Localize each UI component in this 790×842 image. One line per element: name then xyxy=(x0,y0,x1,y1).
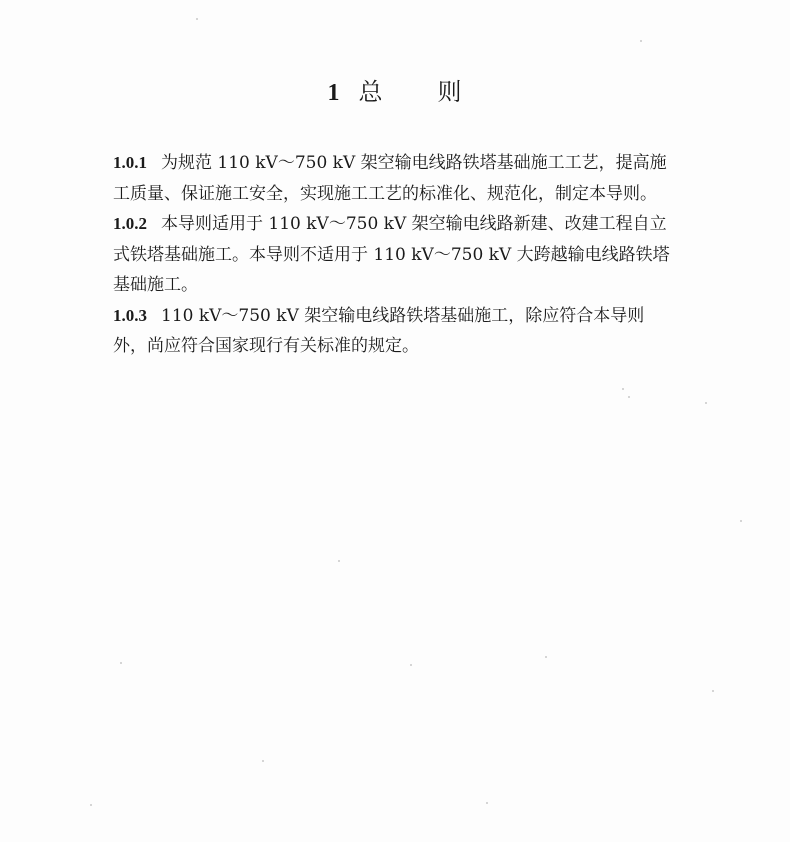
clause-text: 为规范 110 kV～750 kV 架空输电线路铁塔基础施工工艺，提高施工质量、保证施工安全，实现施工工艺的标准化、规范化，制定本导则。 xyxy=(113,153,667,204)
scan-speck xyxy=(545,656,547,658)
scan-speck xyxy=(622,388,624,390)
scan-speck xyxy=(338,560,340,562)
clause-text: 本导则适用于 110 kV～750 kV 架空输电线路新建、改建工程自立式铁塔基础施工。本导则不适用于 110 kV～750 kV 大跨越输电线路铁塔基础施工。 xyxy=(113,214,670,295)
clause-1-0-1 xyxy=(113,148,673,209)
clause-1-0-2 xyxy=(113,209,673,301)
scan-speck xyxy=(410,664,412,666)
scan-speck xyxy=(640,40,642,42)
scan-speck xyxy=(712,690,714,692)
scan-speck xyxy=(486,802,488,804)
scan-speck xyxy=(196,18,198,20)
clause-1-0-3 xyxy=(113,301,673,362)
scan-speck xyxy=(120,662,122,664)
clause-number: 1.0.2 xyxy=(113,214,147,233)
scan-speck xyxy=(740,520,742,522)
clause-text: 110 kV～750 kV 架空输电线路铁塔基础施工，除应符合本导则外，尚应符合国家现行有关标准的规定。 xyxy=(113,305,645,356)
chapter-body xyxy=(113,148,673,362)
clause-number: 1.0.3 xyxy=(113,305,147,325)
chapter-title-char-2: 则 xyxy=(437,78,463,106)
scan-speck xyxy=(705,402,707,404)
scan-speck xyxy=(628,396,630,398)
chapter-title-char-1: 总 xyxy=(358,78,384,106)
scan-speck xyxy=(90,804,92,806)
clause-number: 1.0.1 xyxy=(113,153,147,172)
chapter-number: 1 xyxy=(327,80,341,106)
scan-speck xyxy=(262,760,264,762)
chapter-title xyxy=(0,72,790,107)
